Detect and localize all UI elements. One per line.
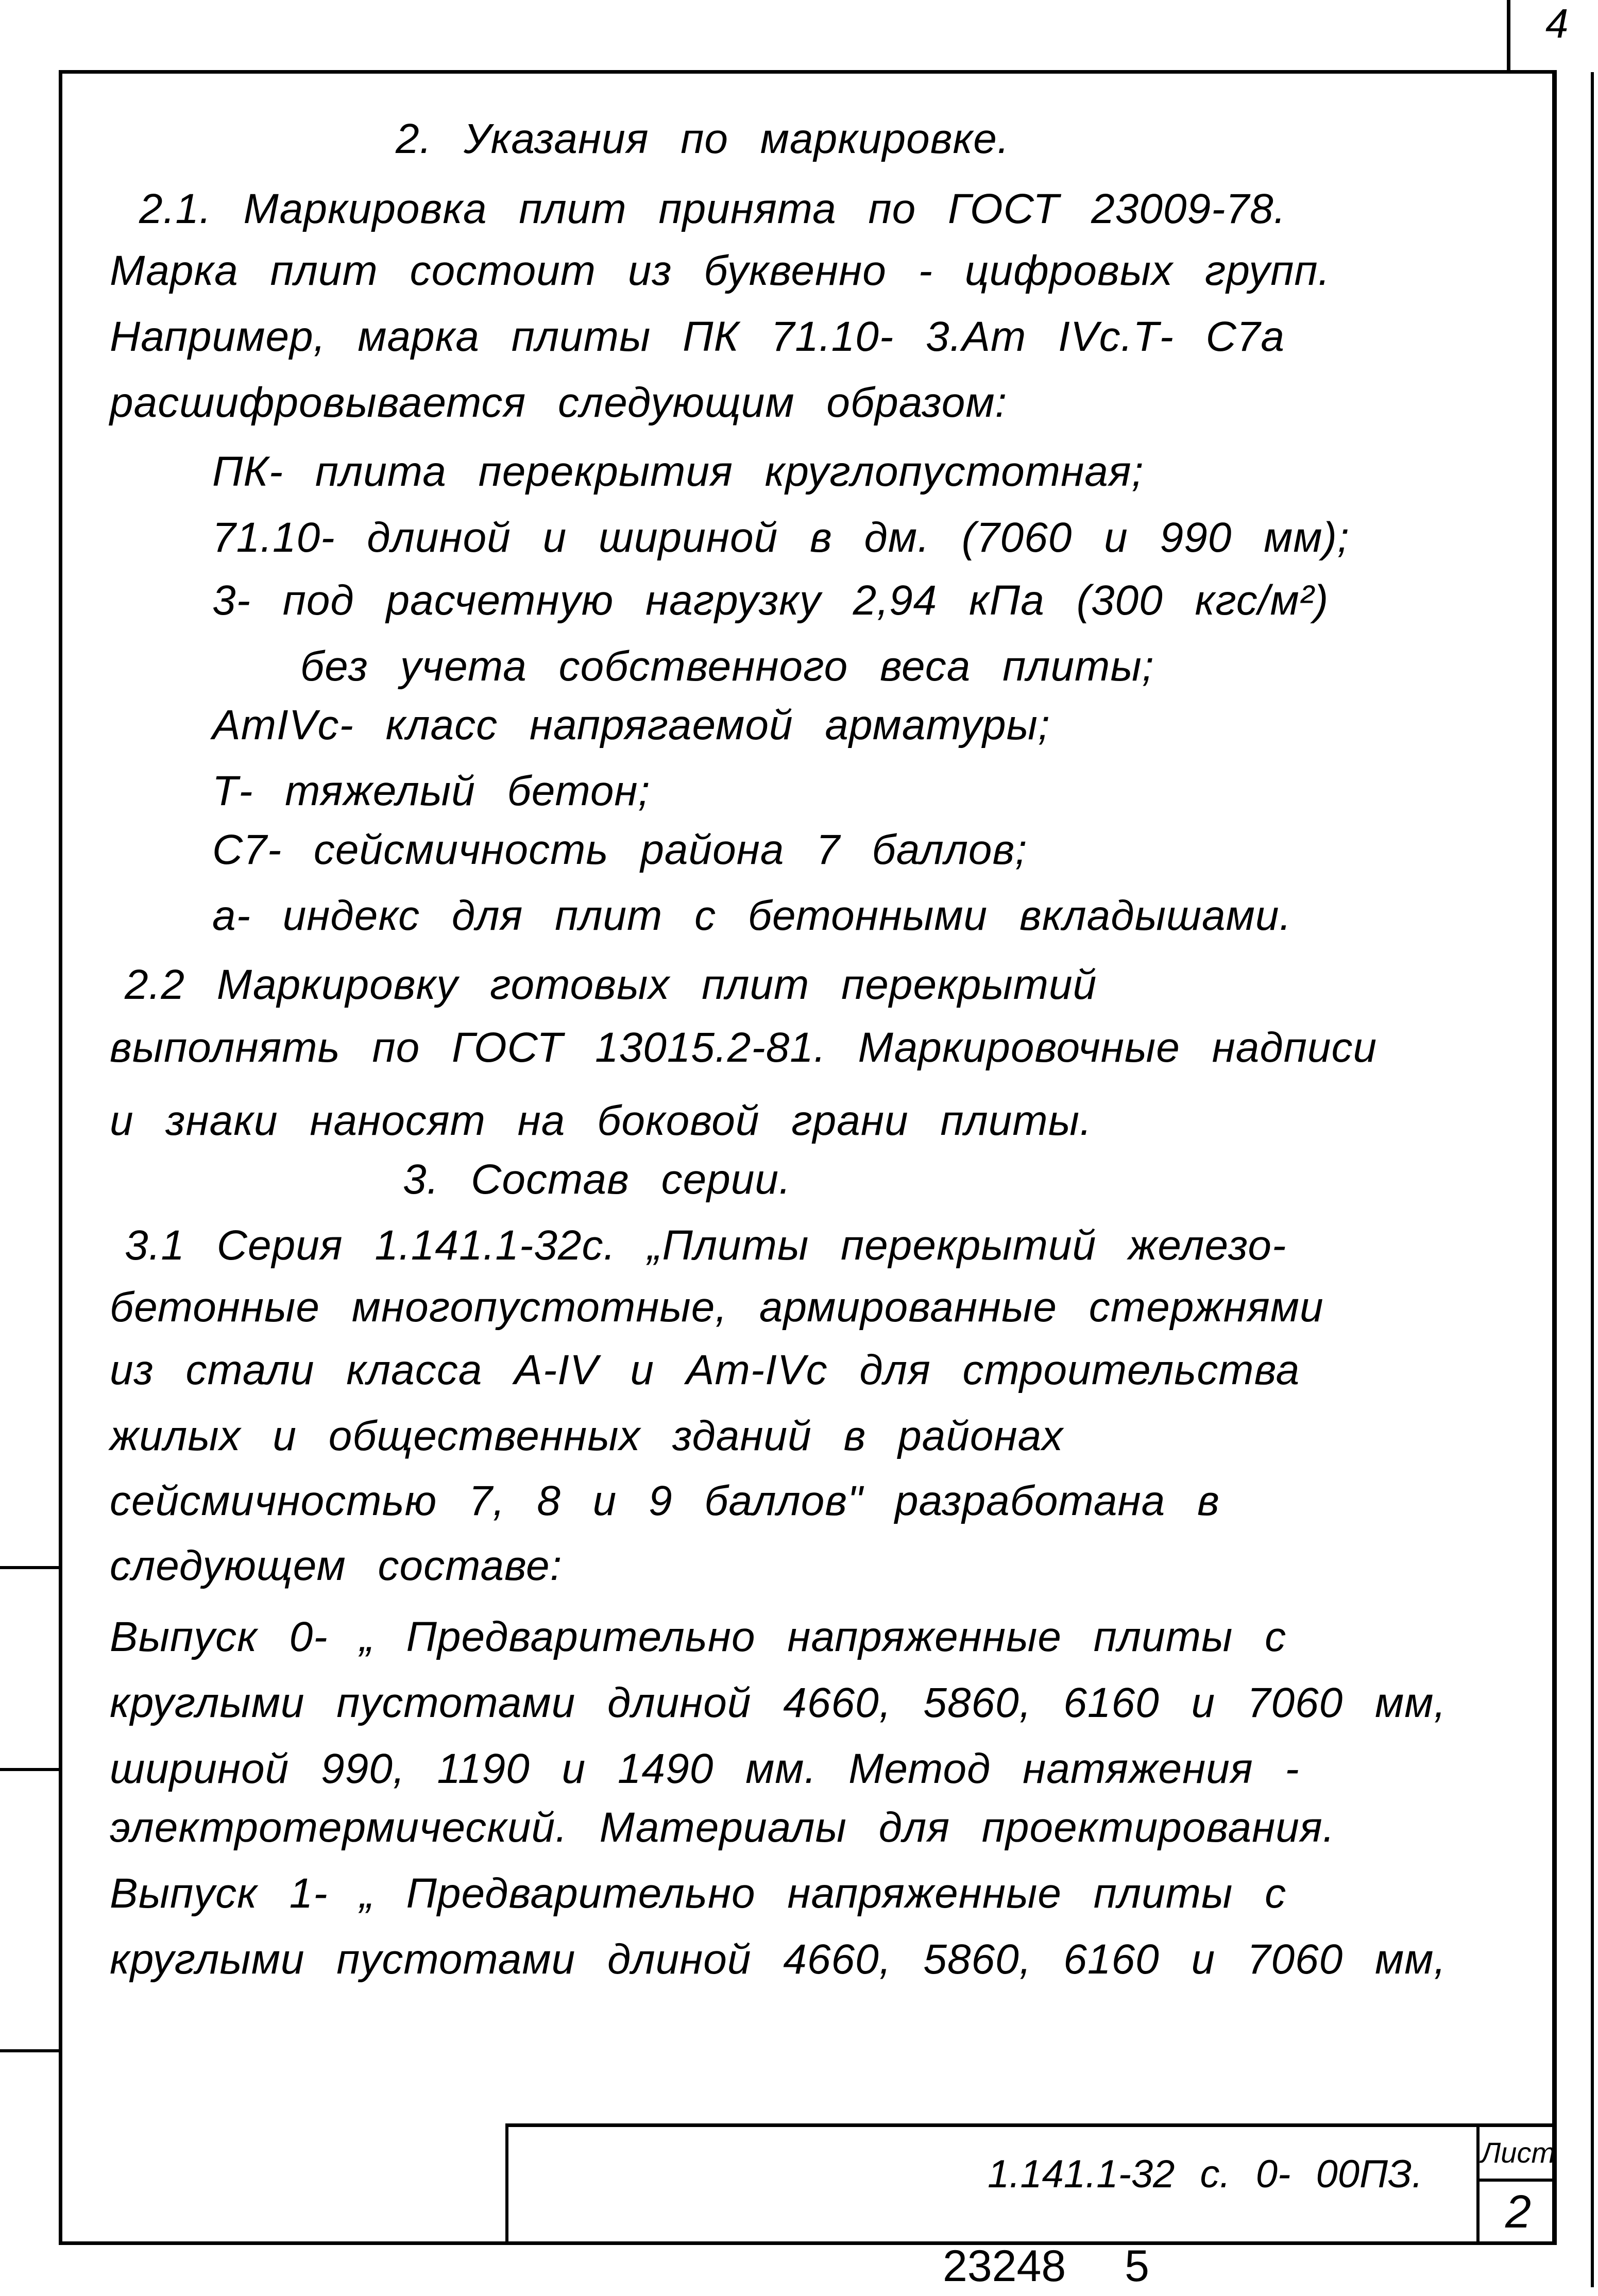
text-line: электротермический. Материалы для проектирования. xyxy=(110,1804,1335,1851)
archive-number-sub: 5 xyxy=(1125,2241,1149,2291)
text-line: 2.1. Маркировка плит принята по ГОСТ 23009-78. xyxy=(139,185,1286,232)
text-line: выполнять по ГОСТ 13015.2-81. Маркировочные надписи xyxy=(110,1024,1378,1071)
text-line: и знаки наносят на боковой грани плиты. xyxy=(110,1097,1092,1144)
text-line: бетонные многопустотные, армированные стержнями xyxy=(110,1284,1324,1331)
text-line: жилых и общественных зданий в районах xyxy=(110,1413,1064,1459)
text-line: 2.2 Маркировку готовых плит перекрытий xyxy=(125,961,1097,1008)
text-line: Выпуск 0- „ Предварительно напряженные плиты с xyxy=(110,1613,1287,1660)
text-line: круглыми пустотами длиной 4660, 5860, 6160 и 7060 мм, xyxy=(110,1679,1447,1726)
margin-tick xyxy=(0,1566,59,1569)
sheet-number: 2 xyxy=(1505,2186,1532,2238)
page-number-top: 4 xyxy=(1545,1,1569,46)
text-line: С7- сейсмичность района 7 баллов; xyxy=(212,826,1028,873)
margin-tick xyxy=(0,1768,59,1771)
text-line: а- индекс для плит с бетонными вкладышами. xyxy=(212,892,1292,939)
archive-number xyxy=(943,2241,1149,2292)
text-line: круглыми пустотами длиной 4660, 5860, 6160 и 7060 мм, xyxy=(110,1936,1447,1983)
text-line: следующем составе: xyxy=(110,1542,563,1589)
text-line: сейсмичностью 7, 8 и 9 баллов" разработана в xyxy=(110,1477,1220,1524)
section-2-heading: 2. Указания по маркировке. xyxy=(396,115,1010,162)
text-line: без учета собственного веса плиты; xyxy=(300,643,1154,690)
title-block xyxy=(505,2123,1557,2245)
right-edge-line xyxy=(1591,72,1594,2287)
text-line: Т- тяжелый бетон; xyxy=(212,768,651,814)
section-3-heading: 3. Состав серии. xyxy=(403,1156,791,1203)
text-line: расшифровывается следующим образом: xyxy=(110,379,1008,426)
text-line: Марка плит состоит из буквенно - цифровых групп. xyxy=(110,247,1331,294)
margin-tick xyxy=(0,2049,59,2052)
text-line: АтIVс- класс напрягаемой арматуры; xyxy=(212,702,1050,749)
text-line: 3.1 Серия 1.141.1-32с. „Плиты перекрытий железо- xyxy=(125,1222,1287,1269)
sheet-label: Лист xyxy=(1480,2127,1557,2182)
archive-number-main: 23248 xyxy=(943,2241,1066,2291)
sheet-cell xyxy=(1476,2127,1557,2245)
text-line: 71.10- длиной и шириной в дм. (7060 и 990 мм); xyxy=(212,514,1350,561)
text-line: Выпуск 1- „ Предварительно напряженные плиты с xyxy=(110,1870,1287,1917)
text-line: ПК- плита перекрытия круглопустотная; xyxy=(212,448,1144,495)
top-corner-line xyxy=(1507,0,1510,72)
text-line: Например, марка плиты ПК 71.10- 3.Ат IVс.Т- С7а xyxy=(110,313,1285,360)
text-line: 3- под расчетную нагрузку 2,94 кПа (300 кгс/м²) xyxy=(212,577,1329,624)
text-line: из стали класса A-IV и Aт-IVс для строительства xyxy=(110,1347,1300,1393)
text-line: шириной 990, 1190 и 1490 мм. Метод натяжения - xyxy=(110,1745,1300,1792)
document-code: 1.141.1-32 с. 0- 00ПЗ. xyxy=(988,2152,1423,2196)
